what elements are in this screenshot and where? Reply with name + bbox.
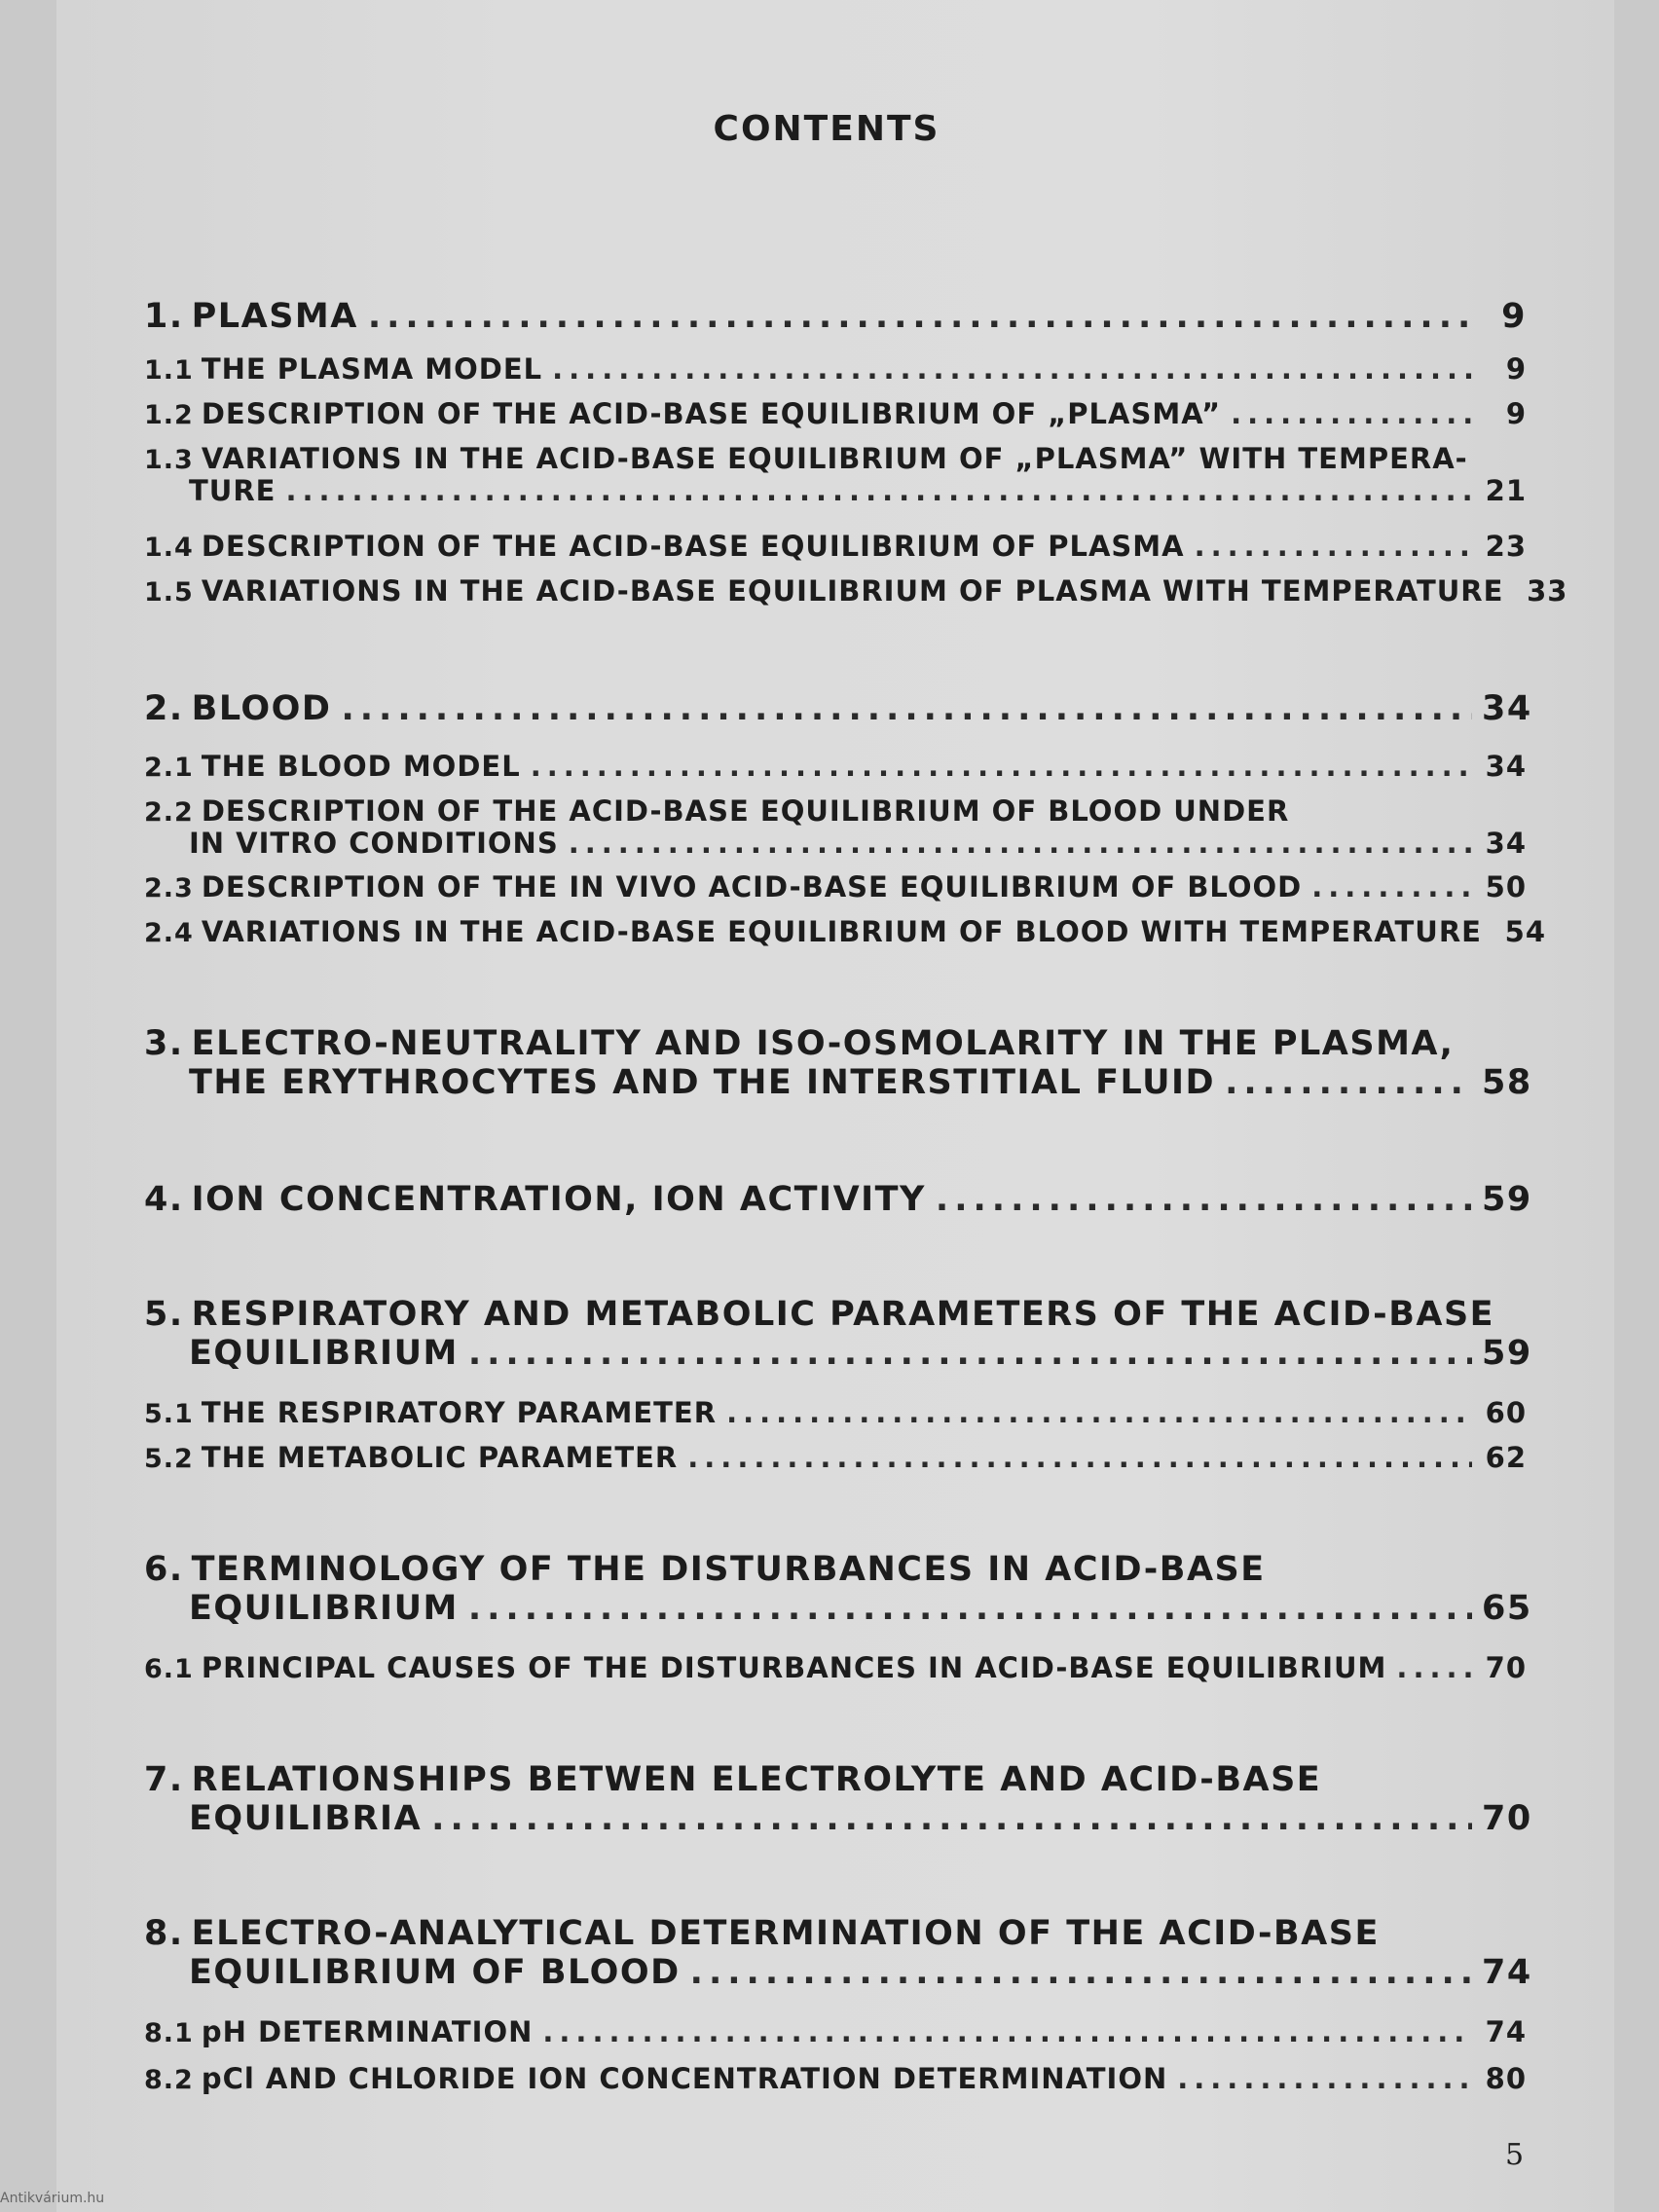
toc-entry-title: EQUILIBRIUM bbox=[189, 1589, 459, 1628]
dot-leader bbox=[341, 689, 1472, 728]
toc-entry-number: 2.1 bbox=[144, 753, 194, 783]
toc-page-number: 65 bbox=[1482, 1589, 1532, 1628]
toc-entry-title: ELECTRO-NEUTRALITY AND ISO-OSMOLARITY IN THE PLASMA, bbox=[191, 1024, 1455, 1063]
dot-leader bbox=[468, 1589, 1472, 1628]
toc-entry-title: THE PLASMA MODEL bbox=[201, 352, 543, 386]
toc-page-number: 9 bbox=[1501, 297, 1527, 336]
toc-entry-number: 6. bbox=[144, 1550, 184, 1589]
toc-page-number: 21 bbox=[1485, 474, 1527, 507]
toc-entry-number: 8.2 bbox=[144, 2065, 194, 2095]
dot-leader bbox=[1195, 530, 1472, 563]
toc-page-number: 59 bbox=[1482, 1334, 1532, 1373]
toc-page-number: 59 bbox=[1482, 1180, 1532, 1219]
toc-entry-number: 8. bbox=[144, 1914, 184, 1953]
toc-entry-title: THE RESPIRATORY PARAMETER bbox=[201, 1396, 718, 1429]
page-title: CONTENTS bbox=[713, 109, 940, 149]
table-of-contents bbox=[144, 0, 1568, 2212]
dot-leader bbox=[431, 1799, 1472, 1838]
toc-entry-title: VARIATIONS IN THE ACID-BASE EQUILIBRIUM OF PLASMA WITH TEMPERATURE bbox=[201, 574, 1504, 608]
dot-leader bbox=[531, 750, 1472, 783]
toc-page-number: 23 bbox=[1485, 530, 1527, 563]
dot-leader bbox=[726, 1396, 1472, 1429]
toc-entry-title: pCl AND CHLORIDE ION CONCENTRATION DETERMINATION bbox=[201, 2062, 1168, 2095]
toc-entry-number: 1.2 bbox=[144, 400, 194, 430]
toc-entry-title: DESCRIPTION OF THE ACID-BASE EQUILIBRIUM OF PLASMA bbox=[201, 530, 1185, 563]
dot-leader bbox=[468, 1334, 1472, 1373]
toc-entry-title: VARIATIONS IN THE ACID-BASE EQUILIBRIUM OF „PLASMA” WITH TEMPERA- bbox=[201, 442, 1468, 475]
dot-leader bbox=[1231, 397, 1472, 430]
toc-entry-title: RELATIONSHIPS BETWEN ELECTROLYTE AND ACID-BASE bbox=[191, 1760, 1322, 1799]
watermark: Antikvárium.hu bbox=[0, 2191, 105, 2206]
toc-entry-number: 1.3 bbox=[144, 445, 194, 475]
toc-entry-number: 6.1 bbox=[144, 1654, 194, 1684]
toc-entry-title: pH DETERMINATION bbox=[201, 2015, 534, 2048]
toc-page-number: 58 bbox=[1482, 1063, 1532, 1102]
dot-leader bbox=[1396, 1651, 1472, 1684]
toc-entry-number: 1.4 bbox=[144, 533, 194, 563]
toc-page-number: 74 bbox=[1485, 2015, 1527, 2048]
dot-leader bbox=[368, 297, 1472, 336]
toc-page-number: 80 bbox=[1485, 2062, 1527, 2095]
toc-entry-title: IN VITRO CONDITIONS bbox=[189, 827, 559, 860]
toc-entry-number: 2. bbox=[144, 689, 184, 728]
dot-leader bbox=[552, 352, 1472, 386]
toc-page-number: 34 bbox=[1485, 750, 1527, 783]
toc-page-number: 33 bbox=[1527, 574, 1568, 608]
toc-entry-number: 5. bbox=[144, 1295, 184, 1334]
toc-page-number: 9 bbox=[1505, 352, 1527, 386]
toc-page-number: 54 bbox=[1504, 915, 1546, 948]
toc-page-number: 9 bbox=[1505, 397, 1527, 430]
toc-entry-title: BLOOD bbox=[191, 689, 332, 728]
toc-page-number: 70 bbox=[1482, 1799, 1532, 1838]
toc-entry-number: 3. bbox=[144, 1024, 184, 1063]
toc-entry-number: 1.5 bbox=[144, 577, 194, 608]
page-number: 5 bbox=[1505, 2138, 1525, 2172]
toc-entry-title: DESCRIPTION OF THE ACID-BASE EQUILIBRIUM OF BLOOD UNDER bbox=[201, 794, 1290, 828]
dot-leader bbox=[285, 474, 1472, 507]
toc-entry-title: THE ERYTHROCYTES AND THE INTERSTITIAL FLUID bbox=[189, 1063, 1216, 1102]
toc-entry-number: 5.2 bbox=[144, 1444, 194, 1474]
toc-entry-number: 2.2 bbox=[144, 797, 194, 828]
toc-entry-title: DESCRIPTION OF THE IN VIVO ACID-BASE EQUILIBRIUM OF BLOOD bbox=[201, 870, 1303, 903]
toc-entry-number: 1. bbox=[144, 297, 184, 336]
toc-page-number: 70 bbox=[1485, 1651, 1527, 1684]
toc-entry-number: 4. bbox=[144, 1180, 184, 1219]
toc-entry-title: TURE bbox=[189, 474, 276, 507]
toc-entry-title: ION CONCENTRATION, ION ACTIVITY bbox=[191, 1180, 926, 1219]
toc-page-number: 62 bbox=[1485, 1441, 1527, 1474]
toc-entry-title: TERMINOLOGY OF THE DISTURBANCES IN ACID-BASE bbox=[191, 1550, 1266, 1589]
toc-entry-number: 1.1 bbox=[144, 355, 194, 386]
toc-page-number: 74 bbox=[1482, 1953, 1532, 1992]
toc-entry-number: 7. bbox=[144, 1760, 184, 1799]
toc-entry-title: DESCRIPTION OF THE ACID-BASE EQUILIBRIUM OF „PLASMA” bbox=[201, 397, 1222, 430]
toc-entry-title: EQUILIBRIUM OF BLOOD bbox=[189, 1953, 681, 1992]
dot-leader bbox=[1311, 870, 1472, 903]
toc-page-number: 34 bbox=[1482, 689, 1532, 728]
toc-entry-number: 2.4 bbox=[144, 918, 194, 948]
toc-page-number: 60 bbox=[1485, 1396, 1527, 1429]
toc-entry-title: VARIATIONS IN THE ACID-BASE EQUILIBRIUM OF BLOOD WITH TEMPERATURE bbox=[201, 915, 1482, 948]
toc-entry-title: THE BLOOD MODEL bbox=[201, 750, 521, 783]
toc-entry-number: 8.1 bbox=[144, 2018, 194, 2048]
dot-leader bbox=[687, 1441, 1472, 1474]
book-page bbox=[56, 0, 1614, 2212]
toc-entry-title: THE METABOLIC PARAMETER bbox=[201, 1441, 679, 1474]
toc-entry-number: 5.1 bbox=[144, 1399, 194, 1429]
toc-entry-title: EQUILIBRIA bbox=[189, 1799, 423, 1838]
toc-entry-title: RESPIRATORY AND METABOLIC PARAMETERS OF THE ACID-BASE bbox=[191, 1295, 1495, 1334]
toc-entry-title: PRINCIPAL CAUSES OF THE DISTURBANCES IN ACID-BASE EQUILIBRIUM bbox=[201, 1651, 1387, 1684]
dot-leader bbox=[569, 827, 1472, 860]
toc-entry-title: PLASMA bbox=[191, 297, 358, 336]
toc-entry-title: ELECTRO-ANALYTICAL DETERMINATION OF THE ACID-BASE bbox=[191, 1914, 1380, 1953]
dot-leader bbox=[1177, 2062, 1472, 2095]
dot-leader bbox=[1225, 1063, 1472, 1102]
toc-entry-title: EQUILIBRIUM bbox=[189, 1334, 459, 1373]
dot-leader bbox=[690, 1953, 1472, 1992]
toc-page-number: 50 bbox=[1485, 870, 1527, 903]
dot-leader bbox=[542, 2015, 1472, 2048]
toc-page-number: 34 bbox=[1485, 827, 1527, 860]
dot-leader bbox=[936, 1180, 1472, 1219]
toc-entry-number: 2.3 bbox=[144, 873, 194, 903]
